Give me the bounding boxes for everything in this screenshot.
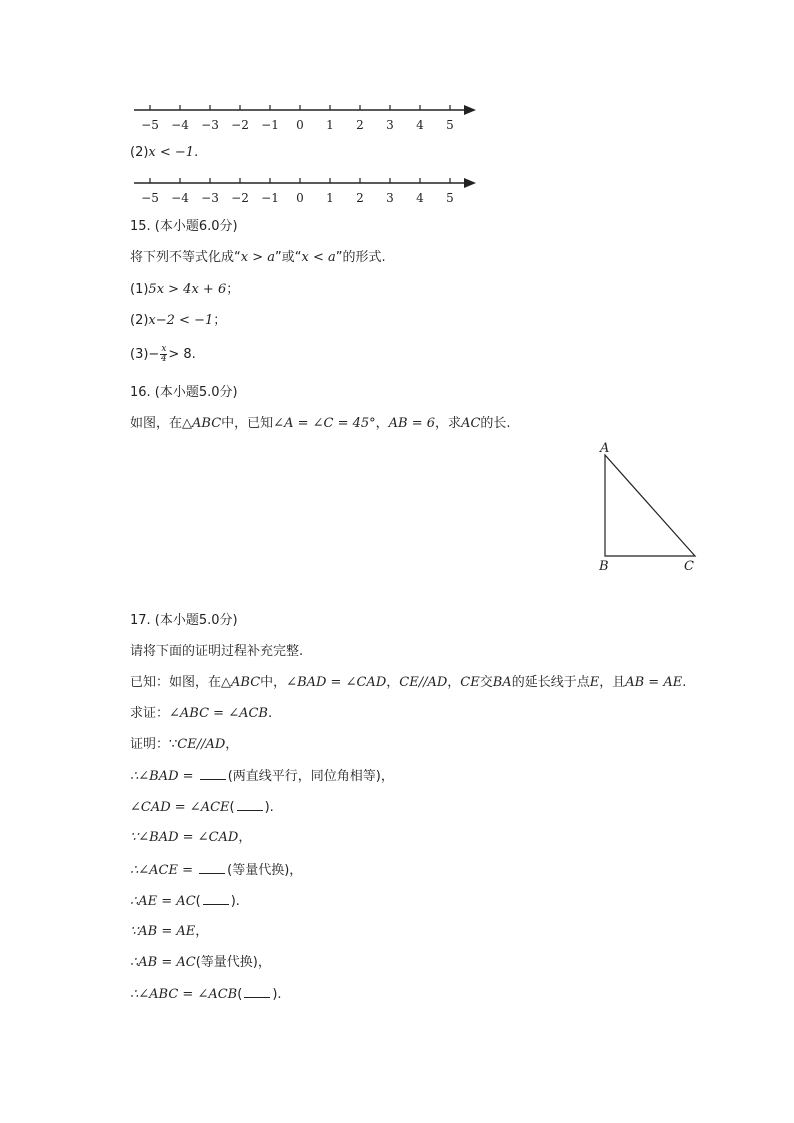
- vertex-label-c: C: [684, 559, 694, 574]
- tick-label: −1: [261, 118, 279, 132]
- answer-blank-5[interactable]: [244, 985, 270, 998]
- q17-step-1: ∴∠BAD = (两直线平行，同位角相等)，: [130, 769, 394, 784]
- tick-label: 4: [416, 118, 424, 132]
- number-line-1: [130, 100, 490, 136]
- tick-label: 3: [386, 118, 394, 132]
- triangle-abc-figure: [590, 438, 710, 578]
- q17-step-2: ∠CAD = ∠ACE( ).: [130, 800, 274, 815]
- tick-label: −5: [141, 191, 159, 205]
- tick-label: 1: [326, 118, 334, 132]
- q15-prompt: 将下列不等式化成“x > a”或“x < a”的形式.: [130, 250, 386, 265]
- tick-label: 4: [416, 191, 424, 205]
- q15-part2: (2)x−2 < −1；: [130, 313, 227, 328]
- number-line-1-ticks: [141, 105, 454, 132]
- tick-label: −1: [261, 191, 279, 205]
- number-line-2-ticks: [141, 178, 454, 205]
- q17-header: 17. (本小题5.0分): [130, 613, 238, 628]
- answer-blank-3[interactable]: [199, 861, 225, 874]
- tick-label: 3: [386, 191, 394, 205]
- q16-text: 如图，在△ABC中，已知∠A = ∠C = 45°，AB = 6，求AC的长.: [130, 416, 511, 431]
- tick-label: −3: [201, 191, 219, 205]
- answer-blank-1[interactable]: [200, 767, 226, 780]
- q17-step-7: ∴AB = AC(等量代换)，: [130, 955, 271, 970]
- triangle-abc: [605, 455, 695, 556]
- q15-part1: (1)5x > 4x + 6；: [130, 282, 240, 297]
- q17-step-6: ∵AB = AE，: [130, 924, 209, 939]
- q17-step-4: ∴∠ACE = (等量代换)，: [130, 863, 303, 878]
- fraction-x-over-4: $\frac{x}{4}$: [160, 344, 167, 364]
- q17-prove: 求证：∠ABC = ∠ACB.: [130, 706, 273, 721]
- vertex-label-b: B: [599, 559, 609, 574]
- tick-label: −2: [231, 191, 249, 205]
- q15-header: 15. (本小题6.0分): [130, 219, 238, 234]
- q17-given: 已知：如图，在△ABC中，∠BAD = ∠CAD，CE//AD，CE交BA的延长线于点E，且AB = AE.: [130, 675, 687, 690]
- q17-step-3: ∵∠BAD = ∠CAD，: [130, 830, 252, 845]
- tick-label: 5: [446, 118, 454, 132]
- vertex-label-a: A: [600, 441, 610, 456]
- q17-proof-start: 证明：∵CE//AD，: [130, 737, 239, 752]
- q15-part3: (3)− $\frac{x}{4}$ > 8.: [130, 344, 196, 364]
- tick-label: −3: [201, 118, 219, 132]
- tick-label: 0: [296, 118, 304, 132]
- tick-label: 0: [296, 191, 304, 205]
- q16-header: 16. (本小题5.0分): [130, 385, 238, 400]
- tick-label: 2: [356, 118, 364, 132]
- q17-step-5: ∴AE = AC( ).: [130, 894, 240, 909]
- q17-intro: 请将下面的证明过程补充完整.: [130, 644, 304, 659]
- q14-part2: (2)x < −1.: [130, 145, 199, 160]
- tick-label: 5: [446, 191, 454, 205]
- tick-label: 2: [356, 191, 364, 205]
- tick-label: −5: [141, 118, 159, 132]
- number-line-2: [130, 173, 490, 209]
- answer-blank-4[interactable]: [203, 892, 229, 905]
- tick-label: 1: [326, 191, 334, 205]
- q17-step-8: ∴∠ABC = ∠ACB( ).: [130, 987, 282, 1002]
- tick-label: −4: [171, 118, 189, 132]
- tick-label: −2: [231, 118, 249, 132]
- answer-blank-2[interactable]: [237, 798, 263, 811]
- tick-label: −4: [171, 191, 189, 205]
